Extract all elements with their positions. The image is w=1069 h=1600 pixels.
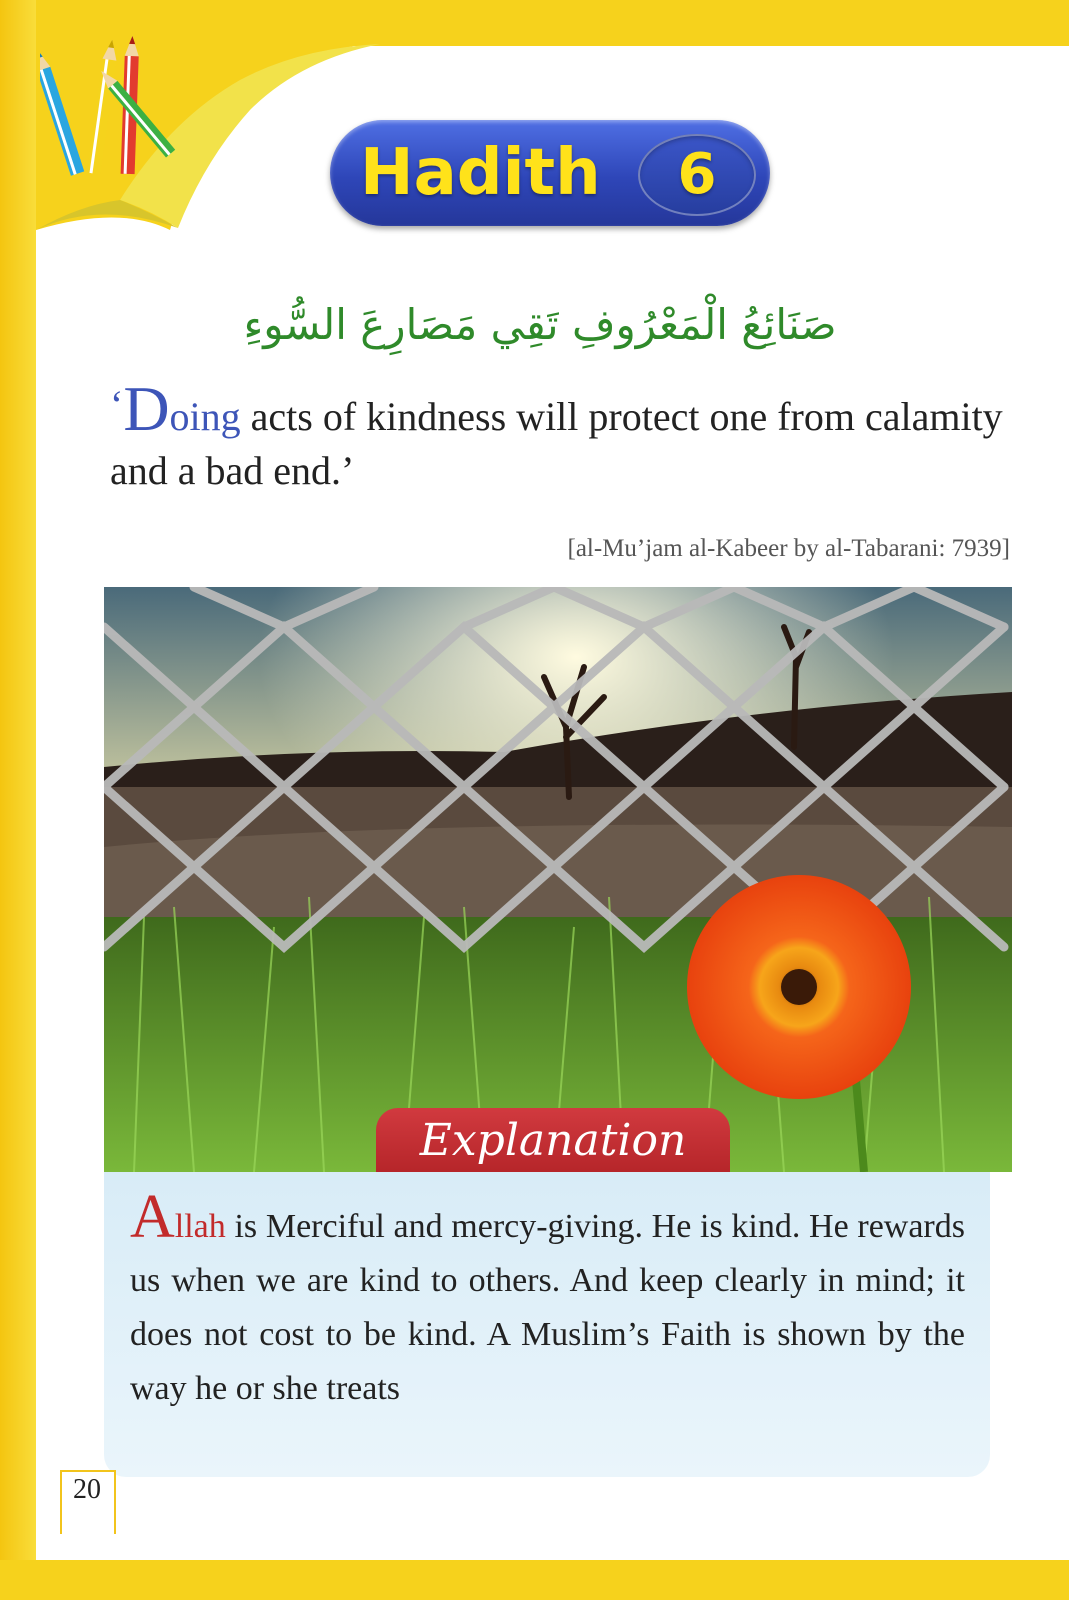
pencils-icon: [40, 34, 180, 184]
drop-cap-letter: D: [123, 373, 170, 444]
explanation-body: is Merciful and mercy-giving. He is kind. He rewards us when we are kind to others. And keep clearly in mind; it does not cost to be kind. A Muslim’s Faith is shown by the way he or she treats: [130, 1208, 965, 1407]
first-word-rest-explanation: llah: [174, 1208, 226, 1245]
explanation-heading: Explanation: [419, 1115, 687, 1166]
fence-flower-image: [104, 587, 1012, 1172]
first-word-rest: oing: [169, 394, 241, 439]
drop-cap-letter-a: A: [130, 1183, 175, 1251]
bottom-frame-band: [0, 1560, 1069, 1600]
hadith-translation: [110, 373, 1010, 498]
hadith-reference: [al-Mu’jam al-Kabeer by al-Tabarani: 7939]: [567, 535, 1010, 562]
arabic-hadith-text: صَنَائِعُ الْمَعْرُوفِ تَقِي مَصَارِعَ السُّوءِ: [243, 300, 837, 349]
page-number: 20: [73, 1474, 101, 1505]
hadith-number: 6: [677, 142, 717, 207]
translation-body: acts of kindness will protect one from calamity and a bad end.’: [110, 394, 1003, 493]
opening-quote: ‘: [110, 382, 124, 427]
hadith-title: Hadith: [360, 136, 601, 210]
explanation-paragraph: [130, 1183, 965, 1416]
